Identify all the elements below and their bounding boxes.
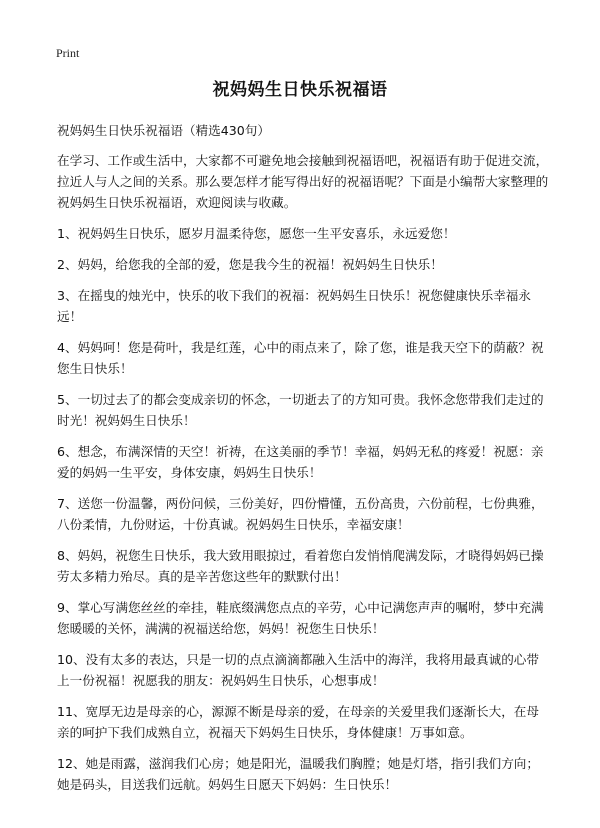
greeting-item: 10、没有太多的表达，只是一切的点点滴滴都融入生活中的海洋，我将用最真诚的心带上一份祝福！祝愿我的朋友：祝妈妈生日快乐，心想事成！	[57, 652, 539, 688]
greeting-item: 8、妈妈，祝您生日快乐，我大致用眼掠过，看着您白发悄悄爬满发际，才晓得妈妈已操劳太多精力殆尽。真的是辛苦您这些年的默默付出！	[57, 548, 544, 584]
greeting-item: 3、在摇曳的烛光中，快乐的收下我们的祝福：祝妈妈生日快乐！祝您健康快乐幸福永远！	[57, 288, 531, 324]
greeting-item: 11、宽厚无边是母亲的心，源源不断是母亲的爱，在母亲的关爱里我们逐渐长大，在母亲的呵护下我们成熟自立，祝福天下妈妈生日快乐，身体健康！万事如意。	[57, 704, 539, 740]
greeting-item: 2、妈妈，给您我的全部的爱，您是我今生的祝福！祝妈妈生日快乐！	[57, 257, 443, 272]
greeting-item: 9、掌心写满您丝丝的牵挂，鞋底缀满您点点的辛劳，心中记满您声声的嘱咐，梦中充满您暖暖的关怀，满满的祝福送给您，妈妈！祝您生日快乐！	[57, 600, 544, 636]
greeting-item: 5、一切过去了的都会变成亲切的怀念，一切逝去了的方知可贵。我怀念您带我们走过的时光！祝妈妈生日快乐！	[57, 392, 544, 428]
intro-paragraph: 在学习、工作或生活中，大家都不可避免地会接触到祝福语吧，祝福语有助于促进交流，拉近人与人之间的关系。那么要怎样才能写得出好的祝福语呢？下面是小编帮大家整理的祝妈妈生日快乐祝福语，欢迎阅读与收藏。	[57, 153, 549, 210]
greeting-item: 1、祝妈妈生日快乐，愿岁月温柔待您，愿您一生平安喜乐，永远爱您！	[57, 226, 456, 241]
greeting-item: 7、送您一份温馨，两份问候，三份美好，四份懵懂，五份高贵，六份前程，七份典雅，八份柔情，九份财运，十份真诚。祝妈妈生日快乐，幸福安康！	[57, 496, 544, 532]
article-body	[57, 120, 549, 805]
page-title: 祝妈妈生日快乐祝福语	[212, 80, 388, 100]
greeting-item: 6、想念，布满深情的天空！祈祷，在这美丽的季节！幸福，妈妈无私的疼爱！祝愿：亲爱的妈妈一生平安，身体安康，妈妈生日快乐！	[57, 444, 544, 480]
print-link[interactable]: Print	[56, 46, 80, 60]
greeting-item: 4、妈妈呵！您是荷叶，我是红莲，心中的雨点来了，除了您，谁是我天空下的荫蔽？祝您生日快乐！	[57, 340, 544, 376]
article-subtitle: 祝妈妈生日快乐祝福语（精选430句）	[57, 123, 270, 138]
greeting-item: 12、她是雨露，滋润我们心房；她是阳光，温暖我们胸膛；她是灯塔，指引我们方向；她是码头，目送我们远航。妈妈生日愿天下妈妈：生日快乐！	[57, 756, 539, 792]
